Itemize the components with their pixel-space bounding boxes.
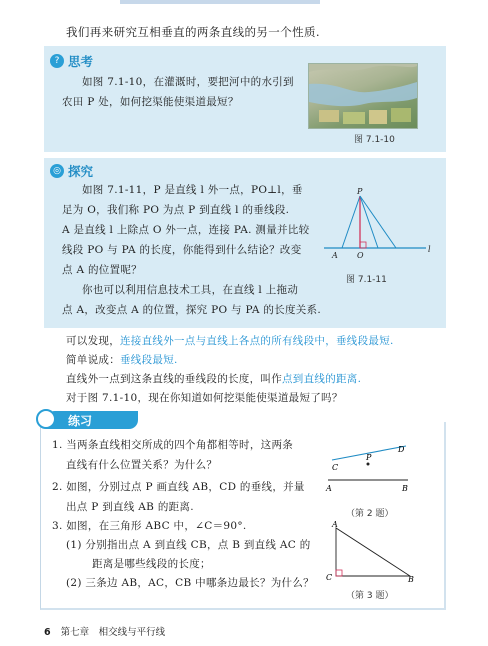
conclusion-1-plain: 可以发现，: [66, 335, 120, 347]
conclusion-2-highlight: 垂线段最短.: [120, 354, 178, 366]
intro-text: 我们再来研究互相垂直的两条直线的另一个性质.: [66, 25, 320, 39]
chapter-title: 第七章 相交线与平行线: [60, 627, 166, 638]
irrigation-illustration: [308, 63, 418, 129]
label-p: P: [357, 187, 363, 196]
explore-header: [50, 162, 93, 180]
conclusion-1-highlight: 连接直线外一点与直线上各点的所有线段中，垂线段最短.: [120, 335, 394, 347]
label-a3: A: [332, 520, 338, 529]
right-angle-c: [336, 570, 342, 576]
think-title: 思考: [68, 54, 94, 69]
conclusion-3: [66, 371, 361, 386]
q1-line-2: 直线有什么位置关系？为什么？: [66, 459, 218, 471]
conclusion-3-plain: 直线外一点到这条直线的垂线段的长度，叫作: [66, 373, 282, 385]
label-b3: B: [408, 575, 414, 584]
conclusion-4: 对于图 7.1-10，现在你知道如何挖渠能使渠道最短了吗？: [66, 392, 343, 404]
figure-7-1-11: [320, 186, 440, 266]
q2-line-2: 出点 P 到直线 AB 的距离.: [66, 501, 194, 513]
explore-line-1: 如图 7.1-11，P 是直线 l 外一点，PO⊥l，垂: [82, 184, 303, 196]
label-c3: C: [326, 573, 333, 582]
triangle-abc: [336, 528, 410, 576]
explore-line-5: 点 A 的位置呢？: [62, 264, 142, 276]
top-decor-bar: [120, 0, 320, 4]
think-text: [62, 72, 294, 112]
q3-1-line-2: 距离是哪些线段的长度；: [92, 558, 211, 570]
q1-line-1: 1. 当两条直线相交所成的四个角都相等时，这两条: [52, 439, 294, 451]
figure-q2-caption: （第 2 题）: [346, 509, 394, 519]
page-footer: [44, 624, 165, 638]
brain-icon: ?: [50, 54, 64, 68]
label-a: A: [332, 251, 338, 260]
segment-p-far: [360, 196, 396, 248]
q3-line: 3. 如图，在三角形 ABC 中，∠C＝90°.: [52, 520, 247, 532]
label-b2: B: [402, 484, 408, 493]
explore-line-6: 你也可以利用信息技术工具，在直线 l 上拖动: [82, 284, 299, 296]
explore-line-3: A 是直线 l 上除点 O 外一点，连接 PA. 测量并比较: [62, 224, 310, 236]
label-d: D: [398, 445, 405, 454]
explore-line-2: 足为 O，我们称 PO 为点 P 到直线 l 的垂线段.: [62, 204, 290, 216]
explore-line-7: 点 A，改变点 A 的位置，探究 PO 与 PA 的长度关系.: [62, 304, 322, 316]
label-a2: A: [326, 484, 332, 493]
think-line-1: 如图 7.1-10，在灌溉时，要把河中的水引到: [82, 76, 294, 88]
think-header: [50, 52, 93, 70]
q3-1-line-1: (1) 分别指出点 A 到直线 CB，点 B 到直线 AC 的: [66, 539, 311, 551]
conclusion-2-plain: 简单说成：: [66, 354, 120, 366]
right-angle-mark: [360, 242, 366, 248]
label-l: l: [428, 245, 431, 254]
point-p: [367, 463, 370, 466]
exercise-title: 练习: [68, 413, 93, 428]
conclusion-3-highlight: 点到直线的距离.: [282, 373, 362, 385]
explore-text: [62, 180, 321, 320]
segment-pa: [342, 196, 360, 248]
conclusion-1: [66, 333, 394, 348]
explore-icon: ◎: [50, 164, 64, 178]
q3-2-line: (2) 三条边 AB，AC，CB 中哪条边最长？为什么？: [66, 577, 314, 589]
page-number: 6: [44, 627, 51, 638]
figure-7-1-10-caption: 图 7.1-10: [354, 135, 395, 145]
explore-line-4: 线段 PO 与 PA 的长度，你能得到什么结论？改变: [62, 244, 302, 256]
figure-q2: [322, 438, 422, 508]
figure-q3-caption: （第 3 题）: [346, 591, 394, 601]
think-line-2: 农田 P 处，如何挖渠能使渠道最短？: [62, 96, 239, 108]
figure-q3: [322, 520, 422, 584]
conclusion-2: [66, 352, 178, 367]
q2-line-1: 2. 如图，分别过点 P 画直线 AB，CD 的垂线，并量: [52, 481, 305, 493]
pencil-icon: [36, 409, 56, 429]
figure-7-1-11-caption: 图 7.1-11: [346, 275, 387, 285]
label-p2: P: [366, 453, 372, 462]
exercise-tab: [46, 411, 138, 429]
label-c: C: [332, 463, 339, 472]
label-o: O: [357, 251, 364, 260]
explore-title: 探究: [68, 164, 94, 179]
segment-p-right: [360, 196, 378, 248]
